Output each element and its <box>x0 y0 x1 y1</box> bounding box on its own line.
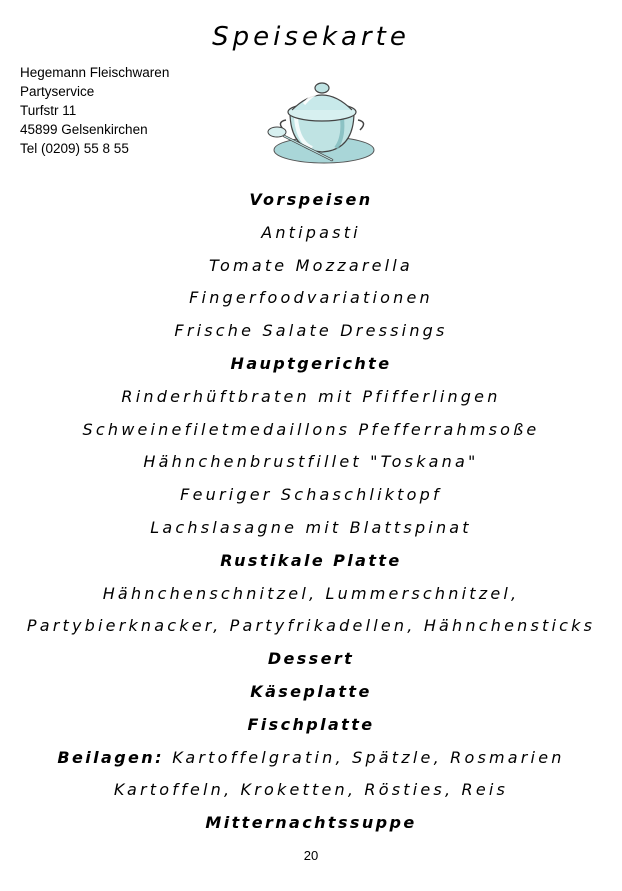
address-phone: Tel (0209) 55 8 55 <box>20 141 129 156</box>
menu-item: Kartoffelgratin, Spätzle, Rosmarien <box>172 747 565 767</box>
address-line: Partyservice <box>20 84 95 99</box>
soup-tureen-icon <box>262 70 382 170</box>
menu-item: Feuriger Schaschliktopf <box>180 485 442 505</box>
menu-item: Frische Salate Dressings <box>174 321 448 341</box>
section-heading-fischplatte: Fischplatte <box>247 714 375 734</box>
menu-item: Antipasti <box>261 222 361 242</box>
menu-item: Fingerfoodvariationen <box>189 288 433 308</box>
section-heading-hauptgerichte: Hauptgerichte <box>230 353 392 373</box>
menu-item: Rinderhüftbraten mit Pfifferlingen <box>121 386 501 406</box>
section-heading-kaeseplatte: Käseplatte <box>250 681 372 701</box>
menu-item: Kartoffeln, Kroketten, Rösties, Reis <box>113 780 509 800</box>
company-address <box>20 63 169 158</box>
beilagen-line <box>0 742 622 775</box>
section-heading-beilagen: Beilagen: <box>57 747 164 767</box>
menu-item: Hähnchenschnitzel, Lummerschnitzel, <box>102 583 520 603</box>
address-line: 45899 Gelsenkirchen <box>20 122 148 137</box>
menu-item: Tomate Mozzarella <box>209 255 413 275</box>
page-number: 20 <box>303 848 319 863</box>
address-line: Hegemann Fleischwaren <box>20 65 170 80</box>
address-line: Turfstr 11 <box>20 103 77 118</box>
menu-item: Hähnchenbrustfillet "Toskana" <box>143 452 479 472</box>
menu-list <box>0 184 622 840</box>
section-heading-mitternachtssuppe: Mitternachtssuppe <box>205 813 417 833</box>
menu-item: Lachslasagne mit Blattspinat <box>150 517 472 537</box>
page-title: Speisekarte <box>212 22 410 52</box>
section-heading-rustikale-platte: Rustikale Platte <box>220 550 402 570</box>
menu-item: Schweinefiletmedaillons Pfefferrahmsoße <box>82 419 540 439</box>
section-heading-dessert: Dessert <box>267 649 355 669</box>
menu-item: Partybierknacker, Partyfrikadellen, Hähnchensticks <box>26 616 596 636</box>
section-heading-vorspeisen: Vorspeisen <box>249 190 373 209</box>
